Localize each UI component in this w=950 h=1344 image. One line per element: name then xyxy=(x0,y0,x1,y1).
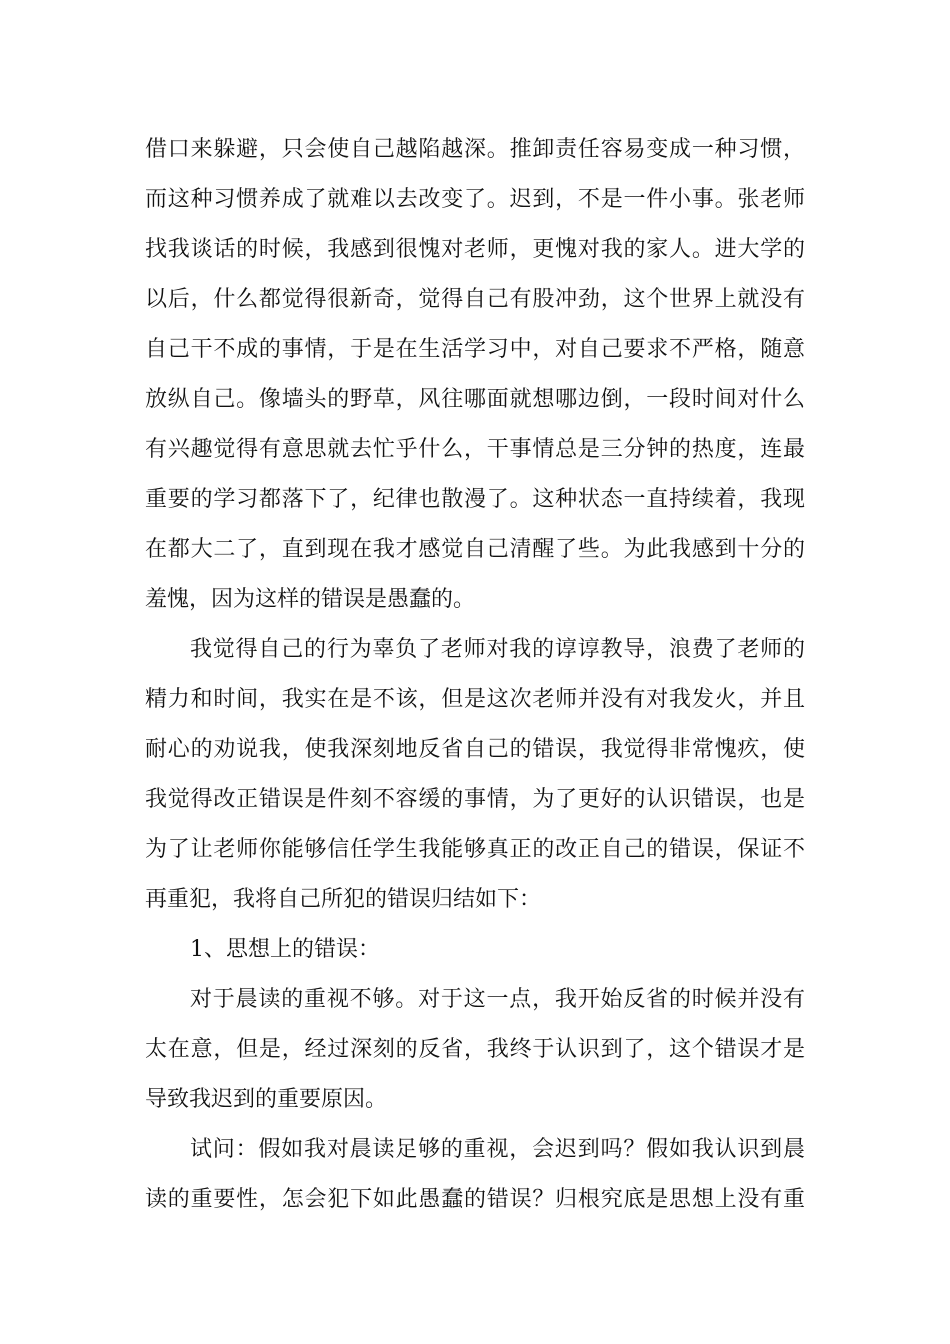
text-line: 而这种习惯养成了就难以去改变了。迟到，不是一件小事。张老师 xyxy=(145,187,805,212)
text-line: 在都大二了，直到现在我才感觉自己清醒了些。为此我感到十分的 xyxy=(145,537,805,562)
text-line: 耐心的劝说我，使我深刻地反省自己的错误，我觉得非常愧疚，使 xyxy=(145,737,805,762)
section-heading: 1、思想上的错误： xyxy=(190,937,380,962)
text-line: 对于晨读的重视不够。对于这一点，我开始反省的时候并没有 xyxy=(190,987,805,1012)
text-line: 找我谈话的时候，我感到很愧对老师，更愧对我的家人。进大学的 xyxy=(145,237,805,262)
text-line: 试问：假如我对晨读足够的重视，会迟到吗？假如我认识到晨 xyxy=(190,1137,805,1162)
text-line: 以后，什么都觉得很新奇，觉得自己有股冲劲，这个世界上就没有 xyxy=(145,287,805,312)
text-line: 自己干不成的事情，于是在生活学习中，对自己要求不严格，随意 xyxy=(145,337,805,362)
text-line: 放纵自己。像墙头的野草，风往哪面就想哪边倒，一段时间对什么 xyxy=(145,387,805,412)
text-line: 我觉得自己的行为辜负了老师对我的谆谆教导，浪费了老师的 xyxy=(190,637,805,662)
text-line: 重要的学习都落下了，纪律也散漫了。这种状态一直持续着，我现 xyxy=(145,487,805,512)
text-line: 读的重要性，怎会犯下如此愚蠢的错误？归根究底是思想上没有重 xyxy=(145,1187,805,1212)
text-line: 羞愧，因为这样的错误是愚蠢的。 xyxy=(145,587,476,612)
text-line: 精力和时间，我实在是不该，但是这次老师并没有对我发火，并且 xyxy=(145,687,805,712)
text-line: 我觉得改正错误是件刻不容缓的事情，为了更好的认识错误，也是 xyxy=(145,787,805,812)
text-line: 为了让老师你能够信任学生我能够真正的改正自己的错误，保证不 xyxy=(145,837,805,862)
text-line: 导致我迟到的重要原因。 xyxy=(145,1087,388,1112)
text-line: 太在意，但是，经过深刻的反省，我终于认识到了，这个错误才是 xyxy=(145,1037,805,1062)
text-line: 借口来躲避，只会使自己越陷越深。推卸责任容易变成一种习惯， xyxy=(145,137,805,162)
text-line: 有兴趣觉得有意思就去忙乎什么，干事情总是三分钟的热度，连最 xyxy=(145,437,805,462)
text-line: 再重犯，我将自己所犯的错误归结如下： xyxy=(145,887,542,912)
